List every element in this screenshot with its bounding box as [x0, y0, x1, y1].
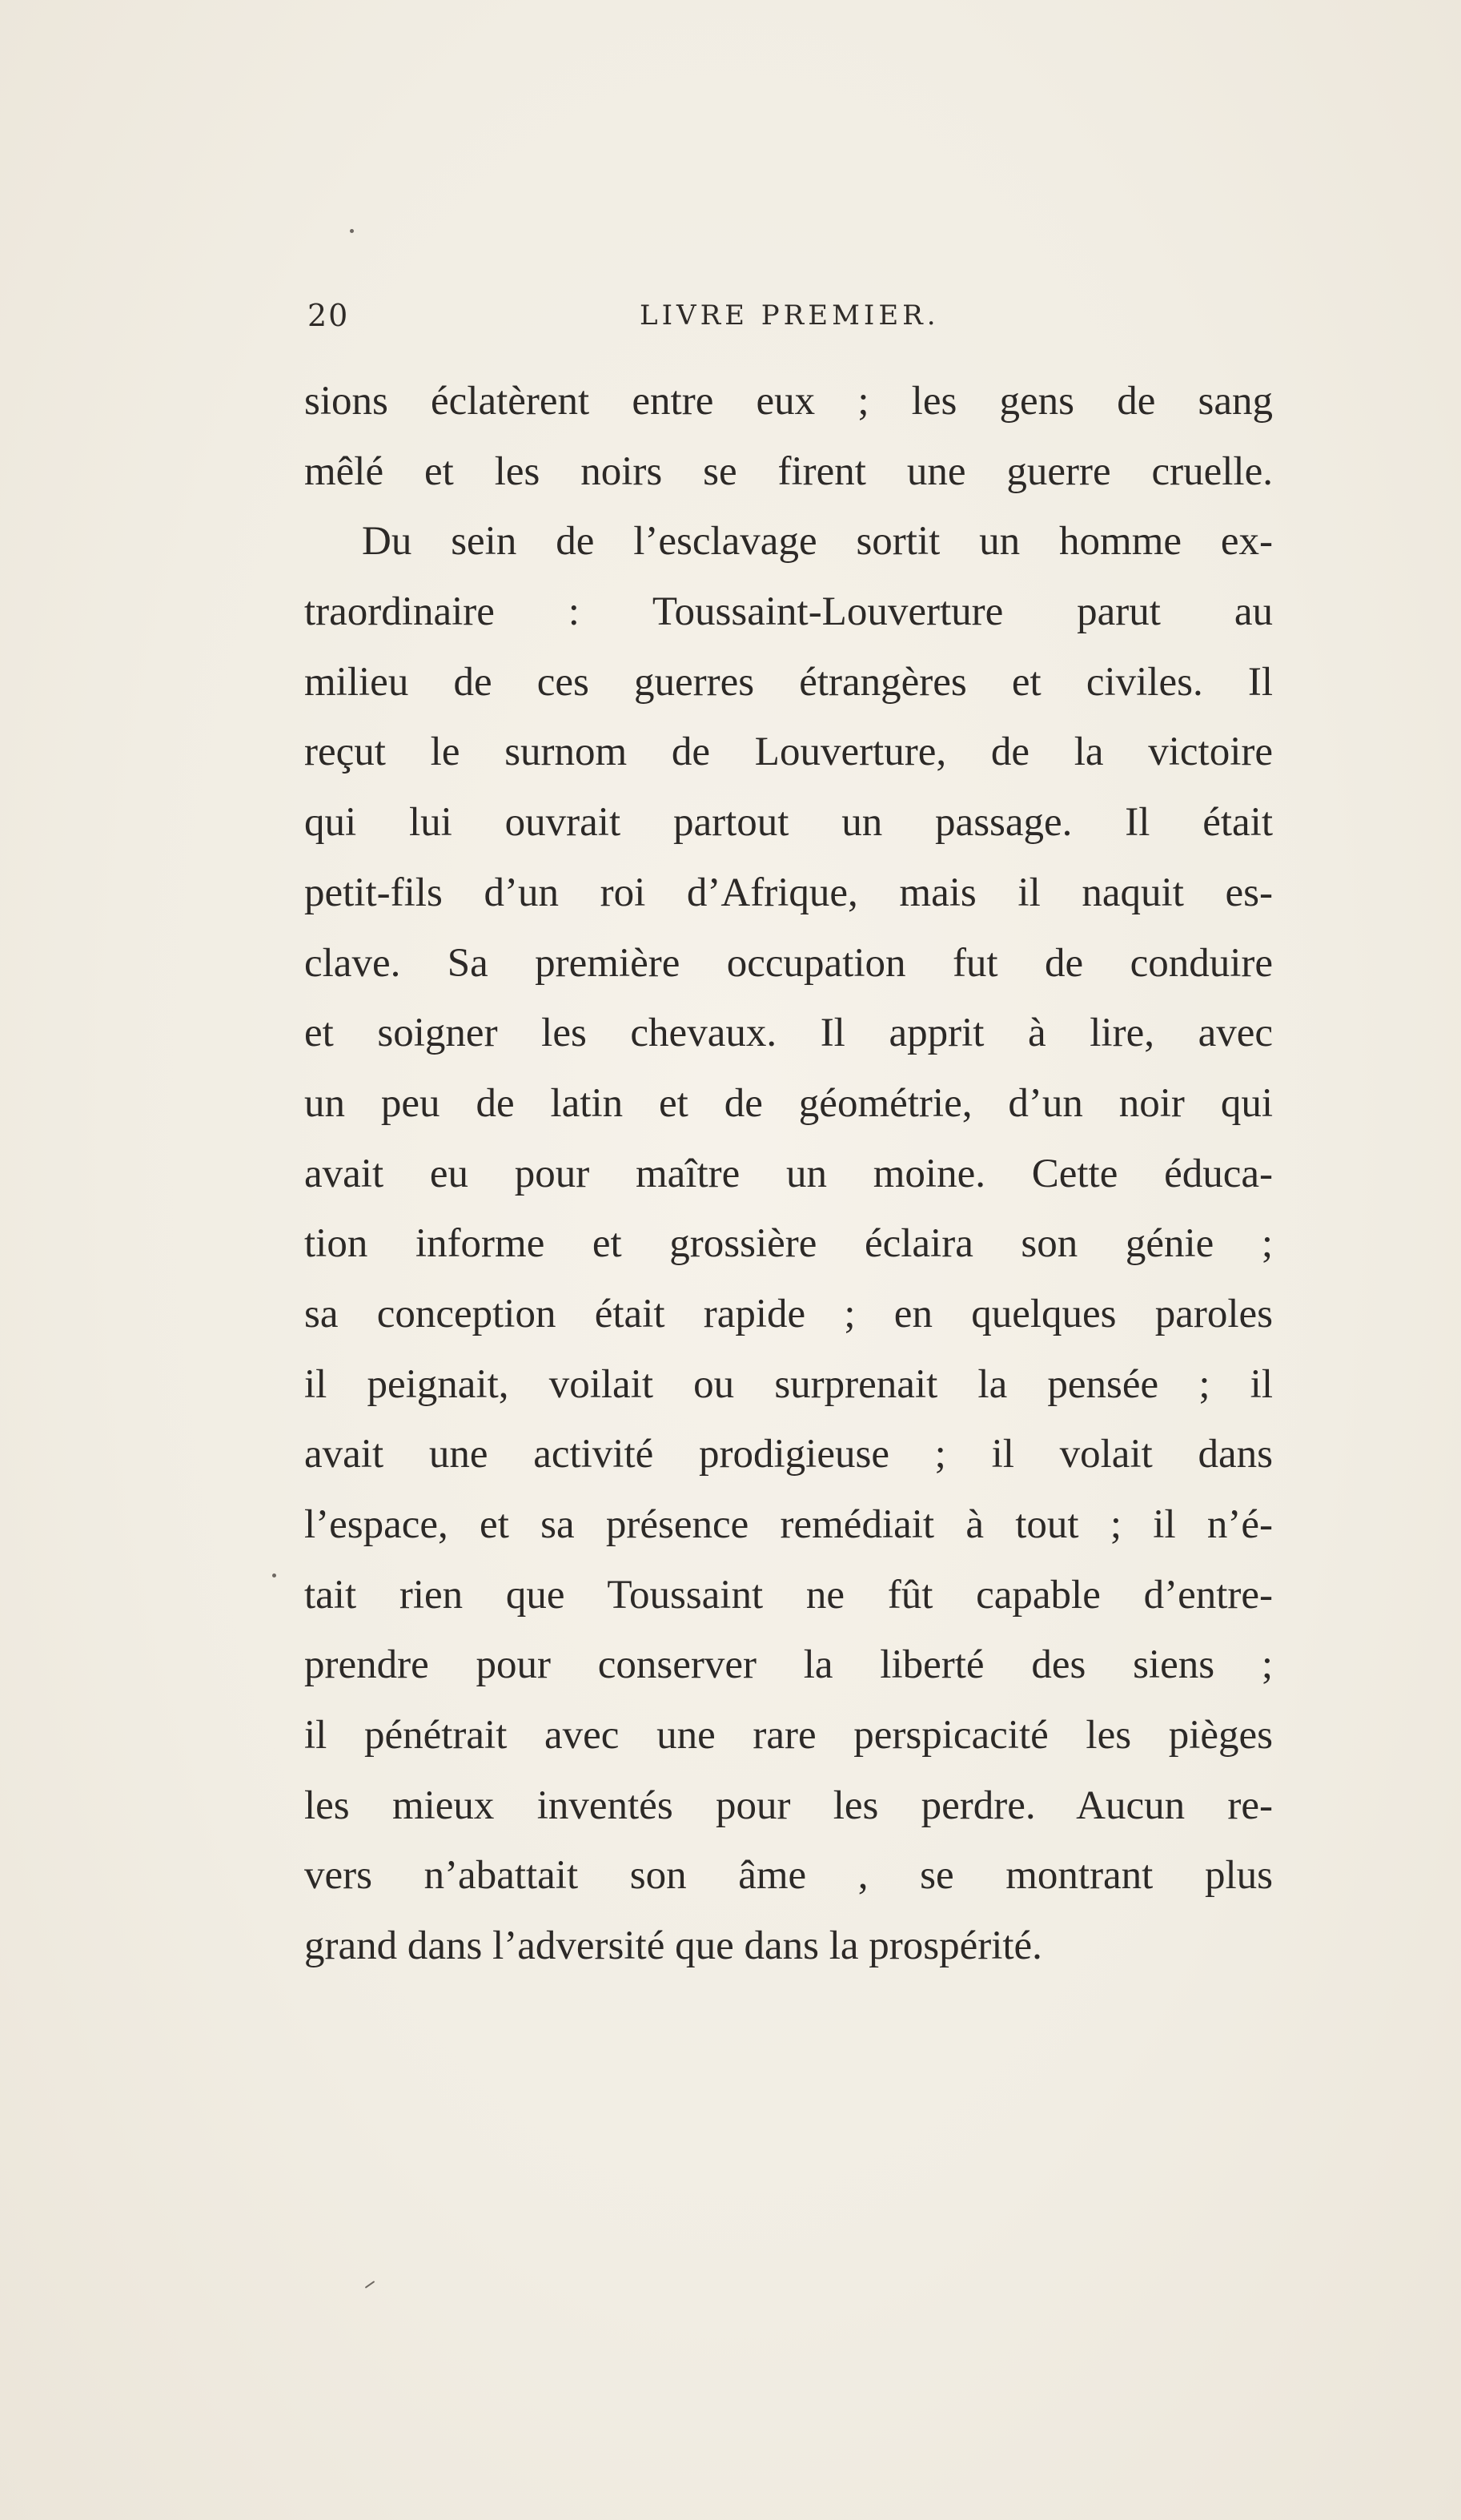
text-line: l’espace, et sa présence remédiait à tout ; il n’é- — [304, 1502, 1273, 1547]
paper-speck — [272, 1573, 276, 1578]
text-line: clave. Sa première occupation fut de conduire — [304, 940, 1273, 986]
text-line: tion informe et grossière éclaira son génie ; — [304, 1221, 1273, 1267]
text-line: avait eu pour maître un moine. Cette éduca- — [304, 1151, 1273, 1196]
body-text — [304, 367, 1273, 1982]
text-line: qui lui ouvrait partout un passage. Il était — [304, 800, 1273, 846]
running-head: LIVRE PREMIER. — [640, 299, 940, 332]
paper-speck — [365, 2281, 375, 2289]
text-line: les mieux inventés pour les perdre. Aucun re- — [304, 1782, 1273, 1828]
text-line: vers n’abattait son âme , se montrant plus — [304, 1853, 1273, 1899]
text-line: mêlé et les noirs se firent une guerre cruelle. — [304, 448, 1273, 494]
text-line: sions éclatèrent entre eux ; les gens de sang — [304, 379, 1273, 424]
text-line: reçut le surnom de Louverture, de la victoire — [304, 729, 1273, 775]
text-line: avait une activité prodigieuse ; il volait dans — [304, 1432, 1273, 1477]
text-line: grand dans l’adversité que dans la prospérité. — [304, 1923, 1042, 1969]
text-line: petit-fils d’un roi d’Afrique, mais il naquit es- — [304, 870, 1273, 915]
paragraph-start-line: Du sein de l’esclavage sortit un homme ex- — [362, 519, 1273, 565]
text-line: sa conception était rapide ; en quelques paroles — [304, 1291, 1273, 1336]
page-header — [307, 298, 956, 346]
text-line: tait rien que Toussaint ne fût capable d’entre- — [304, 1572, 1273, 1618]
text-line: il pénétrait avec une rare perspicacité les pièges — [304, 1713, 1273, 1758]
text-line: traordinaire : Toussaint-Louverture parut au — [304, 589, 1273, 635]
text-line: il peignait, voilait ou surprenait la pensée ; il — [304, 1361, 1273, 1407]
page-number: 20 — [307, 298, 350, 333]
text-line: milieu de ces guerres étrangères et civiles. Il — [304, 659, 1273, 705]
paper-speck — [350, 229, 354, 233]
text-line: et soigner les chevaux. Il apprit à lire, avec — [304, 1011, 1273, 1056]
text-line: un peu de latin et de géométrie, d’un noir qui — [304, 1080, 1273, 1126]
text-line: prendre pour conserver la liberté des siens ; — [304, 1642, 1273, 1688]
